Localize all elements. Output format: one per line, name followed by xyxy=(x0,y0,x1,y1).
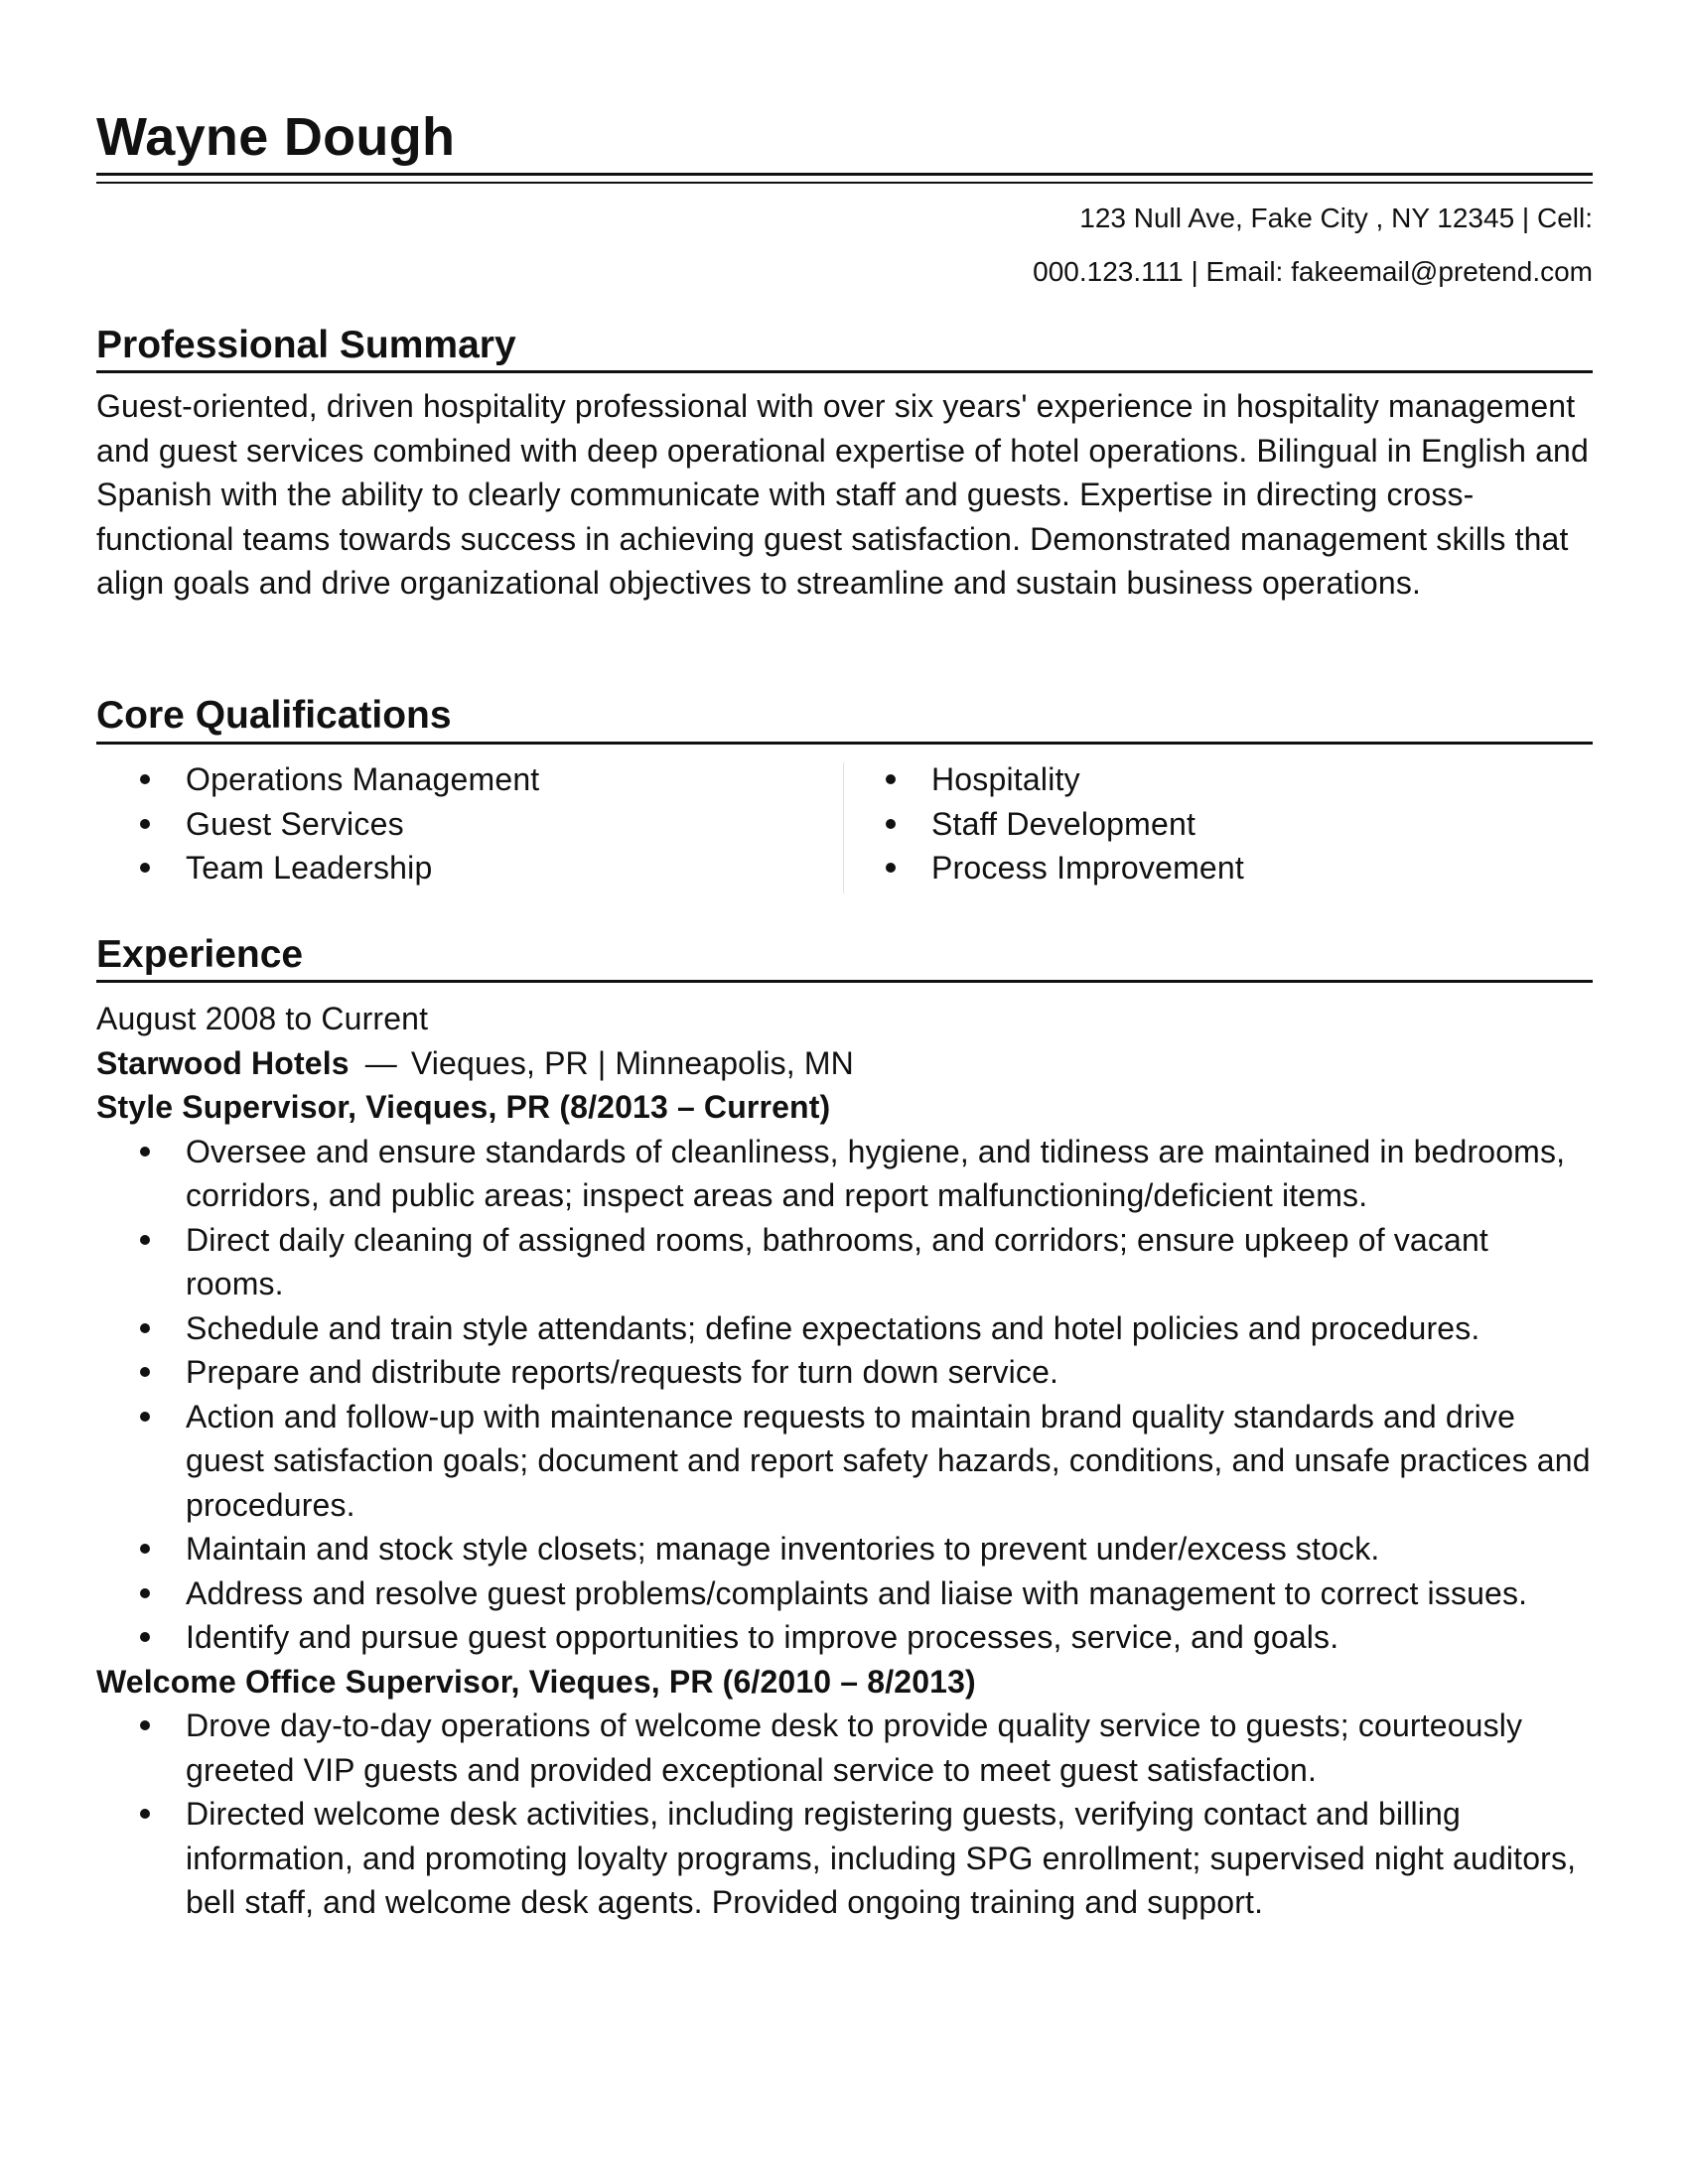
list-item xyxy=(96,1615,1593,1660)
role-title: Style Supervisor, Vieques, PR (8/2013 – Current) xyxy=(96,1089,831,1125)
experience-dates: August 2008 to Current xyxy=(96,1001,429,1036)
list-item xyxy=(96,1395,1593,1528)
qualification-text: Staff Development xyxy=(931,805,1196,842)
qualifications-list-left xyxy=(96,757,539,890)
qualification-item xyxy=(842,802,1244,847)
bullet-icon xyxy=(140,1544,150,1554)
section-title-summary: Professional Summary xyxy=(96,324,516,366)
qualification-text: Process Improvement xyxy=(931,850,1245,886)
list-item xyxy=(96,1306,1593,1351)
experience-employer xyxy=(96,1041,1593,1086)
summary-text: Guest-oriented, driven hospitality professional with over six years' experience in hospitality management and guest services combined with deep operational expertise of hotel operations. Bilingual in English and Spanish with the ability to clearly communicate with staff and guests. Expertise in directing cross-functional teams towards success in achieving guest satisfaction. Demonstrated management skills that align goals and drive organizational objectives to streamline and sustain business operations. xyxy=(96,388,1589,601)
bullet-icon xyxy=(140,1588,150,1598)
header-rule-bottom xyxy=(96,182,1593,184)
section-title-qualifications: Core Qualifications xyxy=(96,694,452,737)
list-item xyxy=(96,1704,1593,1792)
list-item xyxy=(96,1571,1593,1616)
list-item-text: Directed welcome desk activities, including registering guests, verifying contact and billing information, and promoting loyalty programs, including SPG enrollment; supervised night auditors, bell staff, and welcome desk agents. Provided ongoing training and support. xyxy=(186,1796,1577,1920)
list-item-text: Identify and pursue guest opportunities to improve processes, service, and goals. xyxy=(186,1619,1339,1655)
bullet-icon xyxy=(886,774,896,784)
qualification-text: Hospitality xyxy=(931,761,1080,797)
qualification-text: Team Leadership xyxy=(186,850,433,886)
experience-block xyxy=(96,997,1593,1925)
bullet-icon xyxy=(140,1632,150,1642)
bullet-icon xyxy=(140,1323,150,1333)
qualification-item xyxy=(842,757,1244,802)
role-bullet-list xyxy=(96,1130,1593,1660)
qualification-text: Guest Services xyxy=(186,805,404,842)
qualifications-list-right xyxy=(842,757,1244,890)
bullet-icon xyxy=(140,1147,150,1157)
section-rule-summary xyxy=(96,370,1593,373)
qualification-item xyxy=(96,846,539,890)
list-item-text: Direct daily cleaning of assigned rooms, bathrooms, and corridors; ensure upkeep of vacant rooms. xyxy=(186,1221,1488,1301)
contact-line-address: 123 Null Ave, Fake City , NY 12345 | Cell: xyxy=(1079,203,1593,233)
bullet-icon xyxy=(140,1235,150,1245)
company-name: Starwood Hotels xyxy=(96,1044,350,1081)
qualification-item xyxy=(96,802,539,847)
bullet-icon xyxy=(886,819,896,829)
list-item-text: Maintain and stock style closets; manage inventories to prevent under/excess stock. xyxy=(186,1531,1380,1567)
section-title-experience: Experience xyxy=(96,933,304,976)
bullet-icon xyxy=(140,1809,150,1819)
list-item-text: Address and resolve guest problems/complaints and liaise with management to correct issues. xyxy=(186,1574,1528,1611)
list-item xyxy=(96,1527,1593,1571)
separator-dash: — xyxy=(364,1044,397,1081)
bullet-icon xyxy=(140,863,150,873)
candidate-name: Wayne Dough xyxy=(96,107,456,167)
list-item xyxy=(96,1218,1593,1306)
bullet-icon xyxy=(140,819,150,829)
company-location: Vieques, PR | Minneapolis, MN xyxy=(410,1044,854,1081)
list-item xyxy=(96,1130,1593,1218)
bullet-icon xyxy=(140,1412,150,1422)
list-item-text: Oversee and ensure standards of cleanliness, hygiene, and tidiness are maintained in bedrooms, corridors, and public areas; inspect areas and report malfunctioning/deficient items. xyxy=(186,1133,1566,1213)
role-title: Welcome Office Supervisor, Vieques, PR (6/2010 – 8/2013) xyxy=(96,1663,976,1700)
section-rule-experience xyxy=(96,980,1593,983)
qualification-item xyxy=(842,846,1244,890)
contact-line-email: 000.123.111 | Email: fakeemail@pretend.com xyxy=(1033,256,1593,287)
bullet-icon xyxy=(140,1367,150,1377)
list-item-text: Schedule and train style attendants; define expectations and hotel policies and procedures. xyxy=(186,1309,1480,1346)
role-bullet-list xyxy=(96,1704,1593,1925)
qualification-text: Operations Management xyxy=(186,761,540,797)
list-item xyxy=(96,1792,1593,1925)
list-item-text: Action and follow-up with maintenance requests to maintain brand quality standards and drive guest satisfaction goals; document and report safety hazards, conditions, and unsafe practices and procedures. xyxy=(186,1398,1591,1523)
bullet-icon xyxy=(140,774,150,784)
bullet-icon xyxy=(140,1720,150,1730)
qualification-item xyxy=(96,757,539,802)
list-item-text: Drove day-to-day operations of welcome desk to provide quality service to guests; courteously greeted VIP guests and provided exceptional service to meet guest satisfaction. xyxy=(186,1707,1523,1788)
header-rule-top xyxy=(96,173,1593,176)
list-item-text: Prepare and distribute reports/requests for turn down service. xyxy=(186,1354,1059,1390)
list-item xyxy=(96,1350,1593,1395)
section-rule-qualifications xyxy=(96,742,1593,745)
bullet-icon xyxy=(886,863,896,873)
